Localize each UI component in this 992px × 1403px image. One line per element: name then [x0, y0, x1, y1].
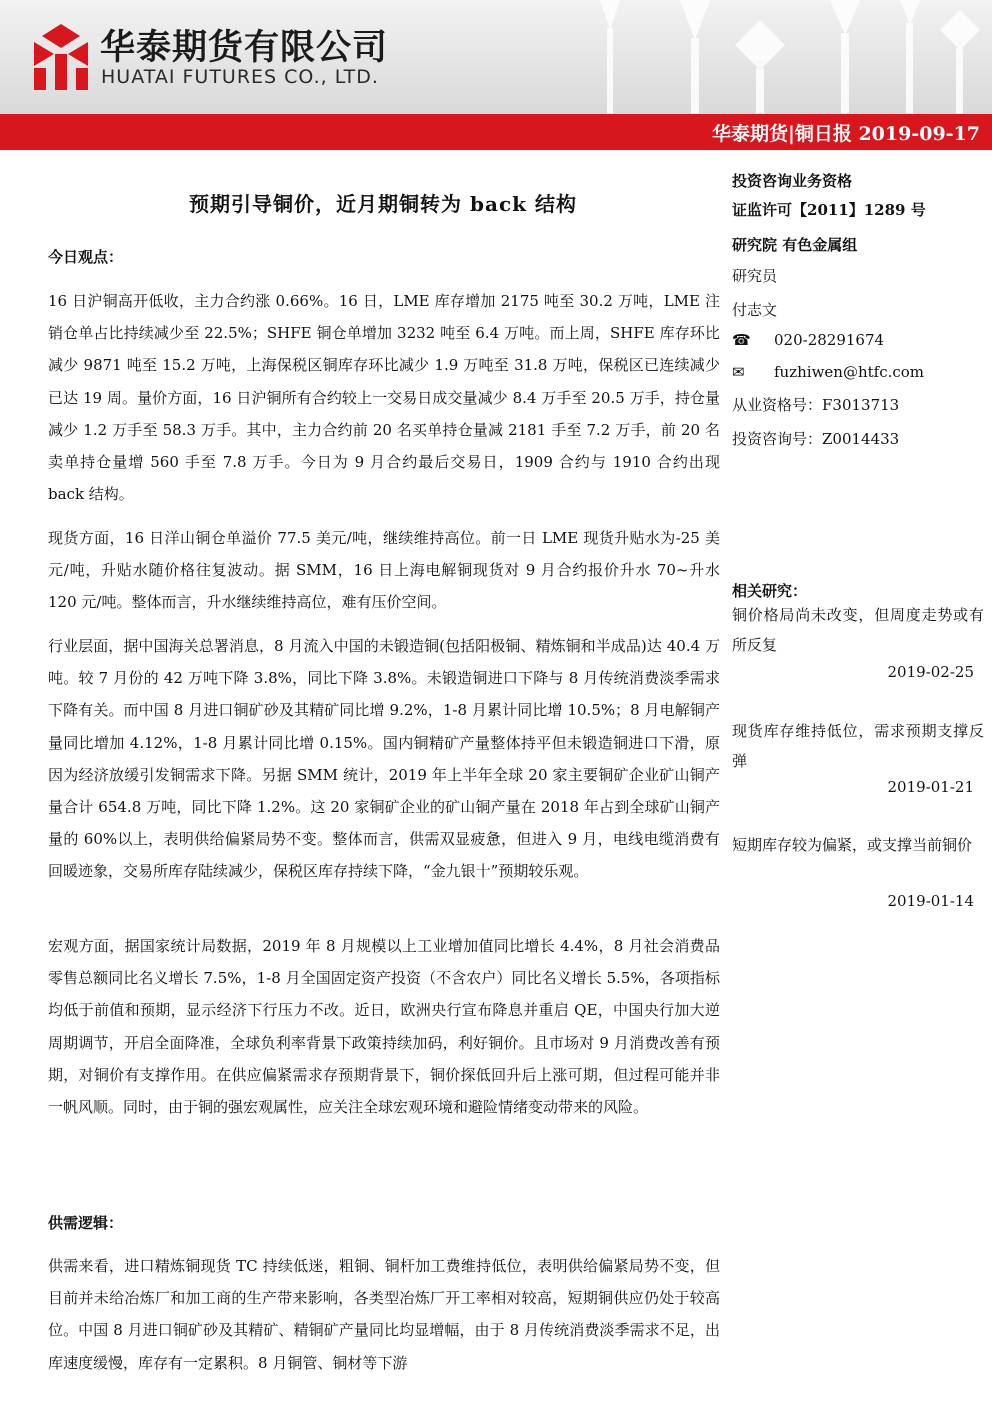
related-research-heading: 相关研究：	[732, 582, 808, 600]
related-title[interactable]: 铜价格局尚未改变，但周度走势或有所反复	[732, 606, 984, 654]
report-band	[0, 114, 992, 150]
company-name-en: HUATAI FUTURES CO., LTD.	[101, 66, 379, 88]
email-address[interactable]: fuzhiwen@htfc.com	[774, 363, 925, 381]
related-item[interactable]	[732, 600, 984, 660]
related-item[interactable]	[732, 716, 984, 776]
huatai-logo-icon	[30, 22, 92, 92]
report-title: 预期引导铜价，近月期铜转为 back 结构	[189, 192, 577, 216]
paragraph-supply-demand: 供需来看，进口精炼铜现货 TC 持续低迷，粗铜、铜杆加工费维持低位，表明供给偏紧局势不变，但目前并未给冶炼厂和加工商的生产带来影响，各类型冶炼厂开工率相对较高，短期铜供应仍处于较高位。中国 8 月进口铜矿砂及其精矿、精铜矿产量同比均显增幅，由于 8 月传统消费淡季需求不足，出库速度缓慢，库存有一定累积。8 月铜管、铜材等下游	[48, 1257, 720, 1372]
phone-number: 020-28291674	[774, 331, 885, 349]
header-decoration	[560, 0, 992, 114]
related-date: 2019-01-21	[887, 778, 974, 796]
report-tag: 华泰期货|铜日报 2019-09-17	[711, 123, 980, 145]
phone-row	[732, 331, 885, 349]
paragraph-industry: 行业层面，据中国海关总署消息，8 月流入中国的未锻造铜(包括阳极铜、精炼铜和半成品)达 40.4 万吨。较 7 月份的 42 万吨下降 3.8%，同比下降 3.8%。未锻造铜进口下降与 8 月传统消费淡季需求下降有关。而中国 8 月进口铜矿砂及其精矿同比增 9.2%，1-8 月累计同比增 10.5%；8 月电解铜产量同比增加 4.12%，1-8 月累计同比增 0.15%。国内铜精矿产量整体持平但未锻造铜进口下滑，原因为经济放缓引发铜需求下降。另据 SMM 统计，2019 年上半年全球 20 家主要铜矿企业矿山铜产量合计 654.8 万吨，同比下降 1.2%。这 20 家铜矿企业的矿山铜产量在 2018 年占到全球矿山铜产量的 60%以上，表明供给偏紧局势不变。整体而言，供需双显疲惫，但进入 9 月，电线电缆消费有回暖迹象，交易所库存陆续减少，保税区库存持续下降，“金九银十”预期较乐观。	[48, 637, 720, 881]
department: 研究院 有色金属组	[732, 236, 858, 254]
related-date: 2019-01-14	[887, 892, 974, 910]
section-heading-logic: 供需逻辑：	[48, 1214, 124, 1232]
company-name-cn: 华泰期货有限公司	[100, 28, 389, 68]
page-header	[0, 0, 992, 114]
related-title[interactable]: 现货库存维持低位，需求预期支撑反弹	[732, 722, 984, 770]
section-heading-today: 今日观点：	[48, 248, 124, 266]
email-row	[732, 363, 925, 381]
related-item[interactable]	[732, 830, 984, 860]
phone-icon: ☎	[732, 331, 751, 349]
consult-id: 投资咨询号：Z0014433	[732, 430, 900, 448]
paragraph-spot: 现货方面，16 日洋山铜仓单溢价 77.5 美元/吨，继续维持高位。前一日 LME 现货升贴水为-25 美元/吨，升贴水随价格往复波动。据 SMM，16 日上海电解铜现货对 9 月合约报价升水 70~升水 120 元/吨。整体而言，升水继续维持高位，难有压价空间。	[48, 529, 720, 612]
license-line-2: 证监许可【2011】1289 号	[732, 201, 926, 219]
paragraph-market: 16 日沪铜高开低收，主力合约涨 0.66%。16 日，LME 库存增加 2175 吨至 30.2 万吨，LME 注销仓单占比持续减少至 22.5%；SHFE 铜仓单增加 3232 吨至 6.4 万吨。而上周，SHFE 库存环比减少 9871 吨至 15.2 万吨，上海保税区铜库存环比减少 1.9 万吨至 31.8 万吨，保税区已连续减少已达 19 周。量价方面，16 日沪铜所有合约较上一交易日成交量减少 8.4 万手至 20.5 万手，持仓量减少 1.2 万手至 58.3 万手。其中，主力合约前 20 名买单持仓量减 2181 手至 7.2 万手，前 20 名卖单持仓量增 560 手至 7.8 万手。今日为 9 月合约最后交易日，1909 合约与 1910 合约出现 back 结构。	[48, 292, 720, 504]
related-date: 2019-02-25	[887, 663, 974, 681]
related-title[interactable]: 短期库存较为偏紧，或支撑当前铜价	[732, 836, 973, 854]
paragraph-macro: 宏观方面，据国家统计局数据，2019 年 8 月规模以上工业增加值同比增长 4.4%，8 月社会消费品零售总额同比名义增长 7.5%，1-8 月全国固定资产投资（不含农户）同比名义增长 5.5%，各项指标均低于前值和预期，显示经济下行压力不改。近日，欧洲央行宣布降息并重启 QE，中国央行加大逆周期调节，开启全面降准，全球负利率背景下政策持续加码，利好铜价。且市场对 9 月消费改善有预期，对铜价有支撑作用。在供应偏紧需求存预期背景下，铜价探低回升后上涨可期，但过程可能并非一帆风顺。同时，由于铜的强宏观属性，应关注全球宏观环境和避险情绪变动带来的风险。	[48, 937, 720, 1117]
mail-icon: ✉	[732, 363, 745, 381]
analyst-name: 付志文	[732, 301, 778, 319]
analyst-role: 研究员	[732, 267, 778, 285]
qualification-id: 从业资格号：F3013713	[732, 396, 900, 414]
license-line-1: 投资咨询业务资格	[732, 172, 853, 190]
